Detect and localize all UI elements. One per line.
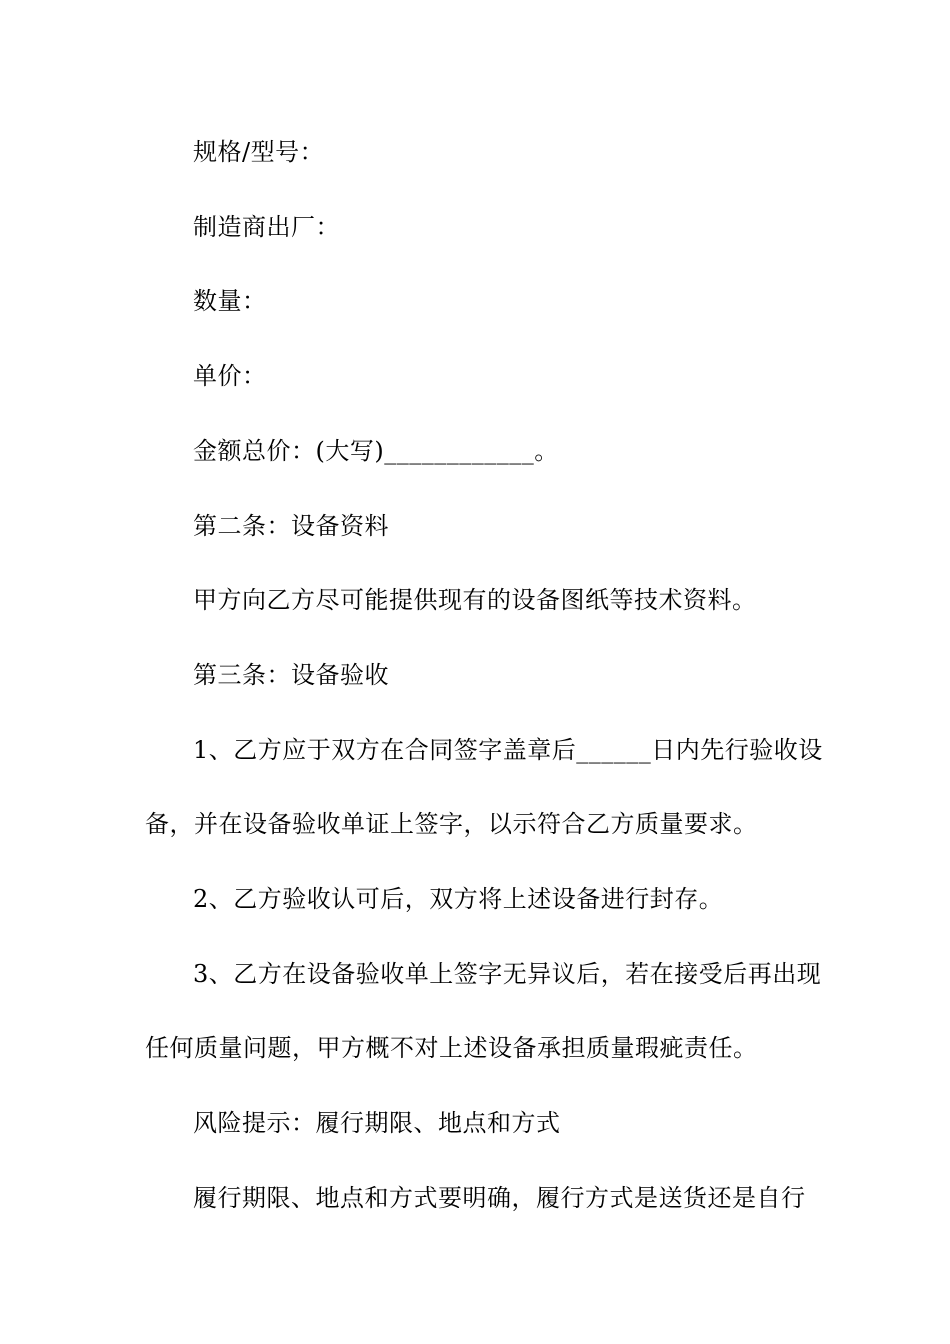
article-two-text: 甲方向乙方尽可能提供现有的设备图纸等技术资料。 [193,586,757,614]
manufacturer-line: 制造商出厂： [193,213,340,241]
clause-3-line-1: 3、乙方在设备验收单上签字无异议后，若在接受后再出现 [193,960,822,988]
total-amount-line: 金额总价：(大写)____________。 [193,437,559,465]
article-two-heading: 第二条：设备资料 [193,512,389,540]
spec-model-line: 规格/型号： [193,138,325,166]
risk-notice-text: 履行期限、地点和方式要明确，履行方式是送货还是自行 [193,1184,806,1212]
clause-1-line-2: 备，并在设备验收单证上签字，以示符合乙方质量要求。 [145,810,758,838]
unit-price-line: 单价： [193,362,267,390]
clause-2-line: 2、乙方验收认可后，双方将上述设备进行封存。 [193,885,724,913]
clause-3-line-2: 任何质量问题，甲方概不对上述设备承担质量瑕疵责任。 [145,1034,758,1062]
clause-1-line-1: 1、乙方应于双方在合同签字盖章后______日内先行验收设 [193,736,823,764]
quantity-line: 数量： [193,287,267,315]
risk-notice-heading: 风险提示：履行期限、地点和方式 [193,1109,561,1137]
article-three-heading: 第三条：设备验收 [193,661,389,689]
